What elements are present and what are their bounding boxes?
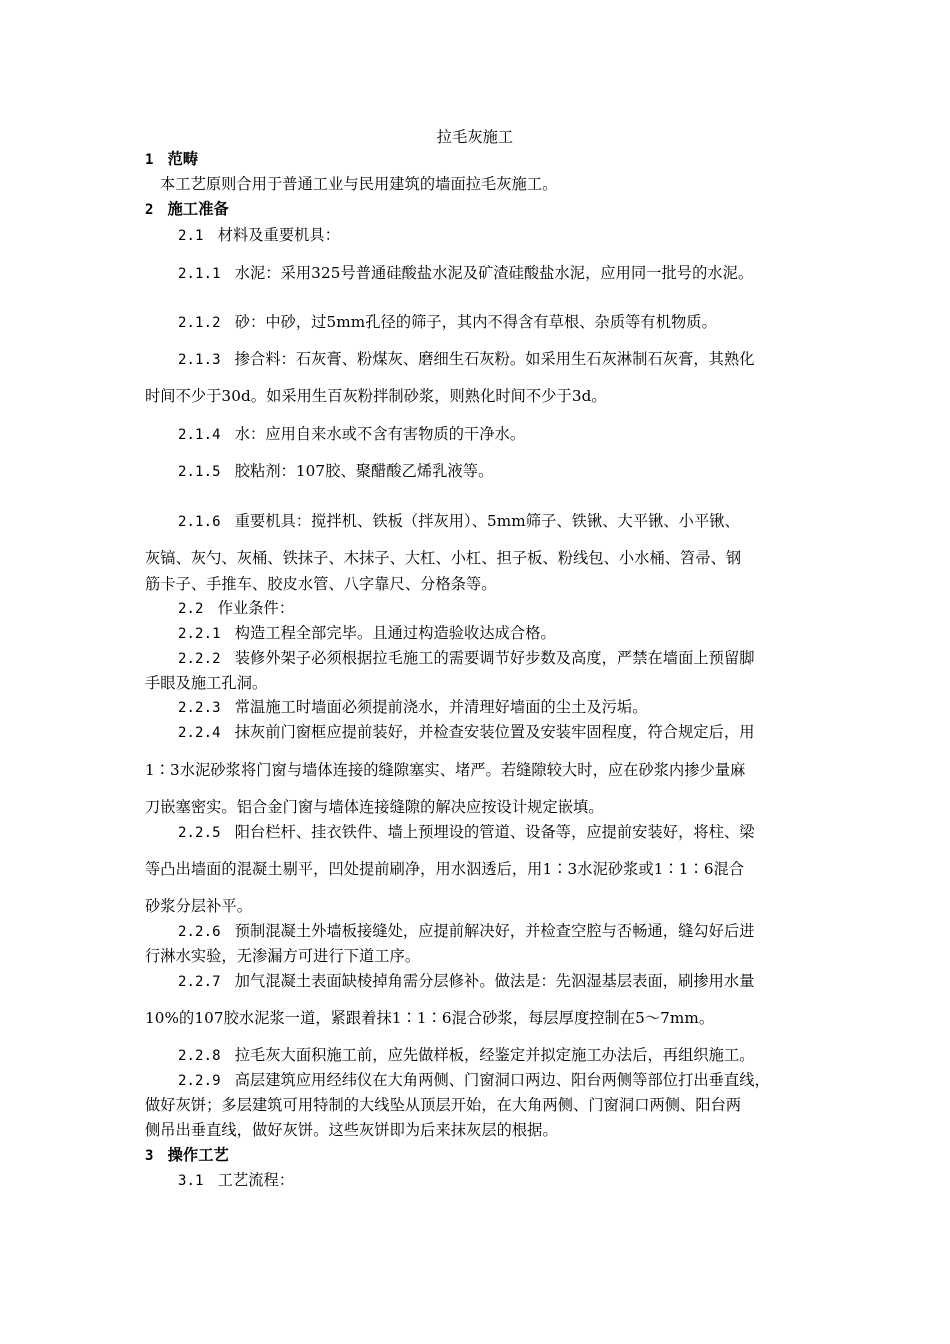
paragraph-line <box>145 1120 558 1140</box>
paragraph-line <box>178 312 717 333</box>
section-heading <box>145 1145 229 1166</box>
paragraph-line <box>178 1170 294 1191</box>
paragraph-line <box>145 673 267 693</box>
line-text: 抹灰前门窗框应提前装好，并检查安装位置及安装牢固程度，符合规定后，用 <box>234 723 755 741</box>
clause-number: 2.2 <box>178 601 218 617</box>
line-text: 行淋水实验，无渗漏方可进行下道工序。 <box>145 947 421 965</box>
line-text: 刀嵌塞密实。铝合金门窗与墙体连接缝隙的解决应按设计规定嵌填。 <box>145 798 604 816</box>
paragraph-line <box>145 896 252 916</box>
line-text: 材料及重要机具： <box>217 226 340 244</box>
line-text: 砂：中砂，过5mm孔径的筛子，其内不得含有草根、杂质等有机物质。 <box>234 313 717 331</box>
line-text: 操作工艺 <box>167 1146 229 1164</box>
line-text: 时间不少于30d。如采用生百灰粉拌制砂浆，则熟化时间不少于3d。 <box>145 387 607 405</box>
clause-number: 2.2.5 <box>178 825 235 841</box>
clause-number: 2.2.8 <box>178 1048 235 1064</box>
clause-number: 2.1.5 <box>178 464 235 480</box>
clause-number: 2.2.7 <box>178 974 235 990</box>
paragraph-line <box>160 174 557 194</box>
clause-number: 2.2.9 <box>178 1073 235 1089</box>
clause-number: 3.1 <box>178 1173 218 1189</box>
paragraph-line <box>178 921 755 942</box>
section-heading <box>145 149 198 170</box>
line-text: 胶粘剂：107胶、聚醋酸乙烯乳液等。 <box>234 462 494 480</box>
line-text: 范畴 <box>167 150 199 168</box>
paragraph-line <box>145 548 741 568</box>
paragraph-line <box>145 946 420 966</box>
paragraph-line <box>178 1045 755 1066</box>
line-text: 灰镐、灰勺、灰桶、铁抹子、木抹子、大杠、小杠、担子板、粉线包、小水桶、笤帚、钢 <box>145 549 742 567</box>
clause-number: 1 <box>145 152 168 168</box>
line-text: 阳台栏杆、挂衣铁件、墙上预埋设的管道、设备等，应提前安装好，将柱、梁 <box>234 823 755 841</box>
paragraph-line <box>178 648 755 669</box>
section-heading <box>145 199 229 220</box>
clause-number: 2.1.3 <box>178 352 235 368</box>
paragraph-line <box>178 225 340 246</box>
paragraph-line <box>145 386 607 406</box>
line-text: 1∶3水泥砂浆将门窗与墙体连接的缝隙塞实、堵严。若缝隙较大时，应在砂浆内掺少量麻 <box>145 761 746 779</box>
paragraph-line <box>178 1070 770 1091</box>
line-text: 常温施工时墙面必须提前浇水，并清理好墙面的尘土及污垢。 <box>234 698 648 716</box>
clause-number: 2.2.6 <box>178 924 235 940</box>
clause-number: 2.1 <box>178 228 218 244</box>
line-text: 做好灰饼；多层建筑可用特制的大线坠从顶层开始，在大角两侧、门窗洞口两侧、阳台两 <box>145 1096 742 1114</box>
paragraph-line <box>178 822 755 843</box>
line-text: 预制混凝土外墙板接缝处，应提前解决好，并检查空腔与否畅通，缝勾好后进 <box>234 922 755 940</box>
line-text: 施工准备 <box>167 200 229 218</box>
paragraph-line <box>178 424 525 445</box>
paragraph-line <box>145 1095 741 1115</box>
paragraph-line <box>145 574 497 594</box>
line-text: 构造工程全部完毕。且通过构造验收达成合格。 <box>234 624 556 642</box>
paragraph-line <box>178 263 753 284</box>
clause-number: 2.1.2 <box>178 315 235 331</box>
clause-number: 2 <box>145 202 168 218</box>
paragraph-line <box>178 511 740 532</box>
clause-number: 2.2.1 <box>178 626 235 642</box>
line-text: 侧吊出垂直线，做好灰饼。这些灰饼即为后来抹灰层的根据。 <box>145 1121 558 1139</box>
line-text: 水：应用自来水或不含有害物质的干净水。 <box>234 425 526 443</box>
paragraph-line <box>178 461 493 482</box>
clause-number: 2.1.6 <box>178 514 235 530</box>
paragraph-line <box>145 760 745 780</box>
line-text: 加气混凝土表面缺棱掉角需分层修补。做法是：先泅湿基层表面，刷掺用水量 <box>234 972 755 990</box>
clause-number: 2.2.2 <box>178 651 235 667</box>
line-text: 10%的107胶水泥浆一道，紧跟着抹1∶1∶6混合砂浆，每层厚度控制在5～7mm。 <box>145 1009 715 1027</box>
paragraph-line <box>145 1008 714 1028</box>
paragraph-line <box>178 971 755 992</box>
paragraph-line <box>178 349 755 370</box>
line-text: 重要机具：搅拌机、铁板（拌灰用）、5mm筛子、铁锹、大平锹、小平锹、 <box>234 512 740 530</box>
line-text: 拉毛灰大面积施工前，应先做样板，经鉴定并拟定施工办法后，再组织施工。 <box>234 1046 755 1064</box>
paragraph-line <box>178 623 556 644</box>
line-text: 水泥：采用325号普通硅酸盐水泥及矿渣硅酸盐水泥，应用同一批号的水泥。 <box>234 264 754 282</box>
line-text: 作业条件： <box>217 599 295 617</box>
line-text: 装修外架子必须根据拉毛施工的需要调节好步数及高度，严禁在墙面上预留脚 <box>234 649 755 667</box>
line-text: 等凸出墙面的混凝土剔平，凹处提前刷净，用水泅透后，用1∶3水泥砂浆或1∶1∶6混合 <box>145 860 745 878</box>
clause-number: 2.2.3 <box>178 700 235 716</box>
paragraph-line <box>178 697 648 718</box>
line-text: 手眼及施工孔洞。 <box>145 674 268 692</box>
paragraph-line <box>178 598 294 619</box>
clause-number: 3 <box>145 1148 168 1164</box>
line-text: 工艺流程： <box>217 1171 295 1189</box>
page-title: 拉毛灰施工 <box>436 128 514 146</box>
paragraph-line <box>178 722 755 743</box>
line-text: 高层建筑应用经纬仪在大角两侧、门窗洞口两边、阳台两侧等部位打出垂直线， <box>234 1071 770 1089</box>
line-text: 筋卡子、手推车、胶皮水管、八字靠尺、分格条等。 <box>145 575 497 593</box>
line-text: 本工艺原则合用于普通工业与民用建筑的墙面拉毛灰施工。 <box>160 175 558 193</box>
clause-number: 2.2.4 <box>178 725 235 741</box>
clause-number: 2.1.1 <box>178 266 235 282</box>
line-text: 掺合料：石灰膏、粉煤灰、磨细生石灰粉。如采用生石灰淋制石灰膏，其熟化 <box>234 350 755 368</box>
paragraph-line <box>145 859 744 879</box>
line-text: 砂浆分层补平。 <box>145 897 253 915</box>
clause-number: 2.1.4 <box>178 427 235 443</box>
paragraph-line <box>145 797 604 817</box>
